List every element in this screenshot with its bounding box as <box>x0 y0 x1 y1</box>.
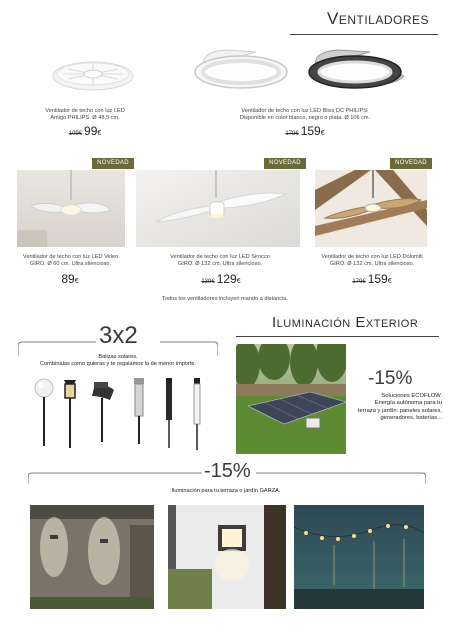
garza-lantern-photo <box>168 505 286 609</box>
fans-section-title: Ventiladores <box>327 9 430 28</box>
novedad-badge: NOVEDAD <box>264 158 306 169</box>
garza-wall-lights-photo <box>30 505 154 609</box>
exterior-section-title: Iluminación Exterior <box>272 314 419 331</box>
old-price: 109€ <box>68 131 83 137</box>
fan-dolomiti-caption: Ventilador de techo con luz LED Dolomiti GIRO. Ø 132 cm. Ultra silencioso. <box>321 254 423 267</box>
ecoflow-discount: -15% <box>368 368 413 389</box>
fan-veleo-caption: Ventilador de techo con luz LED Veleo GIRO. Ø 60 cm. Ultra silencioso. <box>22 254 119 267</box>
stake-lantern <box>64 380 76 448</box>
fans-title-rule <box>290 34 438 35</box>
old-price: 139€ <box>201 279 215 285</box>
price-currency: € <box>97 130 102 137</box>
fan-amigo-price <box>50 124 120 138</box>
ecoflow-solar-photo <box>236 344 346 454</box>
fan-veleo-price <box>35 272 105 286</box>
price-value: 159 <box>300 124 321 138</box>
price-value: 99 <box>84 124 98 138</box>
stake-globe <box>35 379 53 446</box>
fan-sirocco-caption: Ventilador de techo con luz LED Sirocco GIRO. Ø 132 cm. Ultra silencioso. <box>170 254 270 267</box>
fan-sirocco-price <box>186 272 256 286</box>
promo-3x2-frame <box>18 336 218 356</box>
exterior-title-rule <box>236 336 439 337</box>
fans-remote-note: Todos los ventiladores incluyen mando a distancia. <box>162 296 288 302</box>
stake-white-slim <box>194 378 200 450</box>
garza-discount: -15% <box>204 460 251 482</box>
fan-amigo-image <box>48 52 138 98</box>
solar-stakes-image <box>30 372 212 454</box>
garza-text: Iluminación para tu terraza o jardín GARZA. <box>171 488 281 494</box>
price-currency: € <box>387 278 392 285</box>
novedad-badge: NOVEDAD <box>92 158 134 169</box>
novedad-badge: NOVEDAD <box>390 158 432 169</box>
fan-dolomiti-price <box>337 272 407 286</box>
promo-3x2-line1: Balizas solares. <box>98 354 138 360</box>
fan-bliss-black-image <box>300 42 410 98</box>
garza-string-lights-photo <box>294 505 424 609</box>
fan-dolomiti-photo <box>315 170 427 247</box>
old-price: 179€ <box>352 279 366 285</box>
stake-spot <box>92 382 114 442</box>
fan-veleo-photo <box>17 170 125 247</box>
price-currency: € <box>236 278 241 285</box>
price-currency: € <box>320 130 325 137</box>
stake-black-slim <box>166 378 172 448</box>
price-value: 89 <box>61 272 75 286</box>
price-currency: € <box>74 278 79 285</box>
stake-steel <box>134 378 144 444</box>
fan-bliss-price <box>270 124 340 138</box>
price-value: 159 <box>367 272 388 286</box>
ecoflow-text: Soluciones ECOFLOW. Energía autónoma para tu terraza y jardín: paneles solares, generadores, baterías... <box>357 393 442 422</box>
fan-sirocco-photo <box>136 170 300 247</box>
promo-3x2-line2: Combínalas como quieras y te regalamos la de menor importe. <box>39 361 197 367</box>
old-price: 179€ <box>285 131 299 137</box>
fan-bliss-white-image <box>186 42 296 98</box>
fan-bliss-caption: Ventilador de techo con luz LED Bliss DC PHILIPS. Disponible en color blanco, negro o plata. Ø 106 cm. <box>239 108 371 121</box>
promo-3x2-title: 3x2 <box>99 322 138 349</box>
fan-amigo-caption: Ventilador de techo con luz LED Amigo PHILIPS. Ø 48,5 cm. <box>45 108 125 121</box>
price-value: 129 <box>216 272 237 286</box>
